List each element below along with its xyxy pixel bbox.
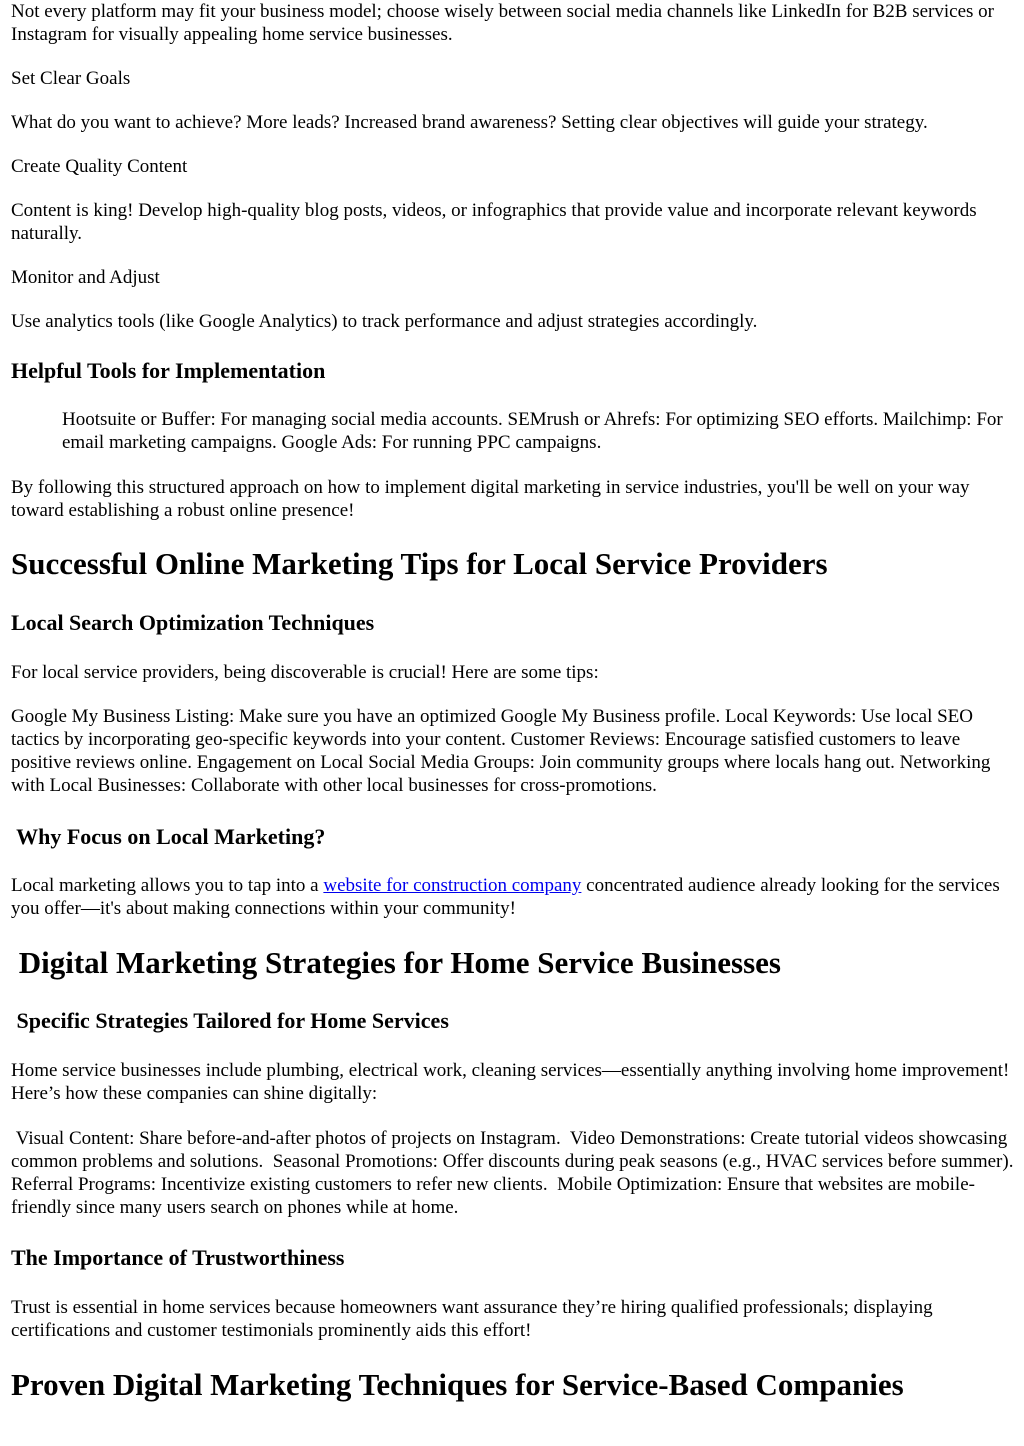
paragraph-local-marketing <box>11 874 1017 920</box>
paragraph-monitor-and-adjust: Monitor and Adjust <box>11 267 160 288</box>
heading-specific-strategies: Specific Strategies Tailored for Home Services <box>11 1008 449 1033</box>
heading-importance-trustworthiness: The Importance of Trustworthiness <box>11 1245 345 1270</box>
local-marketing-text-after: concentrated audience already looking for the services you offer—it's about making connections within your community! <box>11 875 1000 919</box>
paragraph-goals-body: What do you want to achieve? More leads? Increased brand awareness? Setting clear objectives will guide your strategy. <box>11 112 928 133</box>
heading-local-search-optimization: Local Search Optimization Techniques <box>11 610 375 635</box>
heading-successful-online-marketing: Successful Online Marketing Tips for Local Service Providers <box>11 546 828 581</box>
local-marketing-text-before: Local marketing allows you to tap into a <box>11 875 324 896</box>
heading-proven-digital-marketing: Proven Digital Marketing Techniques for Service-Based Companies <box>11 1367 904 1402</box>
heading-helpful-tools: Helpful Tools for Implementation <box>11 358 326 383</box>
paragraph-content-body: Content is king! Develop high-quality blog posts, videos, or infographics that provide value and incorporate relevant keywords naturally. <box>11 200 977 244</box>
paragraph-trust-body: Trust is essential in home services because homeowners want assurance they’re hiring qualified professionals; displaying certifications and customer testimonials prominently aids this effort! <box>11 1297 933 1341</box>
website-for-construction-company-link[interactable]: website for construction company <box>323 875 582 896</box>
paragraph-set-clear-goals: Set Clear Goals <box>11 68 131 89</box>
paragraph-local-intro: For local service providers, being discoverable is crucial! Here are some tips: <box>11 662 599 683</box>
heading-digital-marketing-home-service: Digital Marketing Strategies for Home Service Businesses <box>11 945 781 980</box>
paragraph-home-strategies-list: Visual Content: Share before-and-after photos of projects on Instagram. Video Demonstrations: Create tutorial videos showcasing common problems and solutions. Seasonal Promotions: Offer discounts during peak seasons (e.g., HVAC services before summer). Referral Programs: Incentivize existing customers to refer new clients. Mobile Optimization: Ensure that websites are mobile-friendly since many users search on phones while at home. <box>11 1128 1023 1218</box>
paragraph-local-tips: Google My Business Listing: Make sure you have an optimized Google My Business profile. Local Keywords: Use local SEO tactics by incorporating geo-specific keywords into your content. Customer Reviews: Encourage satisfied customers to leave positive reviews online. Engagement on Local Social Media Groups: Join community groups where locals hang out. Networking with Local Businesses: Collaborate with other local businesses for cross-promotions. <box>11 706 991 796</box>
paragraph-home-intro: Home service businesses include plumbing, electrical work, cleaning services—essentially anything involving home improvement! Here’s how these companies can shine digitally: <box>11 1060 1010 1104</box>
paragraph-platform: Not every platform may fit your business model; choose wisely between social media channels like LinkedIn for B2B services or Instagram for visually appealing home service businesses. <box>11 1 994 45</box>
paragraph-following: By following this structured approach on how to implement digital marketing in service industries, you'll be well on your way toward establishing a robust online presence! <box>11 477 970 521</box>
paragraph-create-quality-content: Create Quality Content <box>11 156 188 177</box>
paragraph-monitor-body: Use analytics tools (like Google Analytics) to track performance and adjust strategies accordingly. <box>11 311 758 332</box>
tools-list: Hootsuite or Buffer: For managing social media accounts. SEMrush or Ahrefs: For optimizing SEO efforts. Mailchimp: For email marketing campaigns. Google Ads: For running PPC campaigns. <box>62 409 1003 453</box>
heading-why-focus-local: Why Focus on Local Marketing? <box>11 824 326 849</box>
